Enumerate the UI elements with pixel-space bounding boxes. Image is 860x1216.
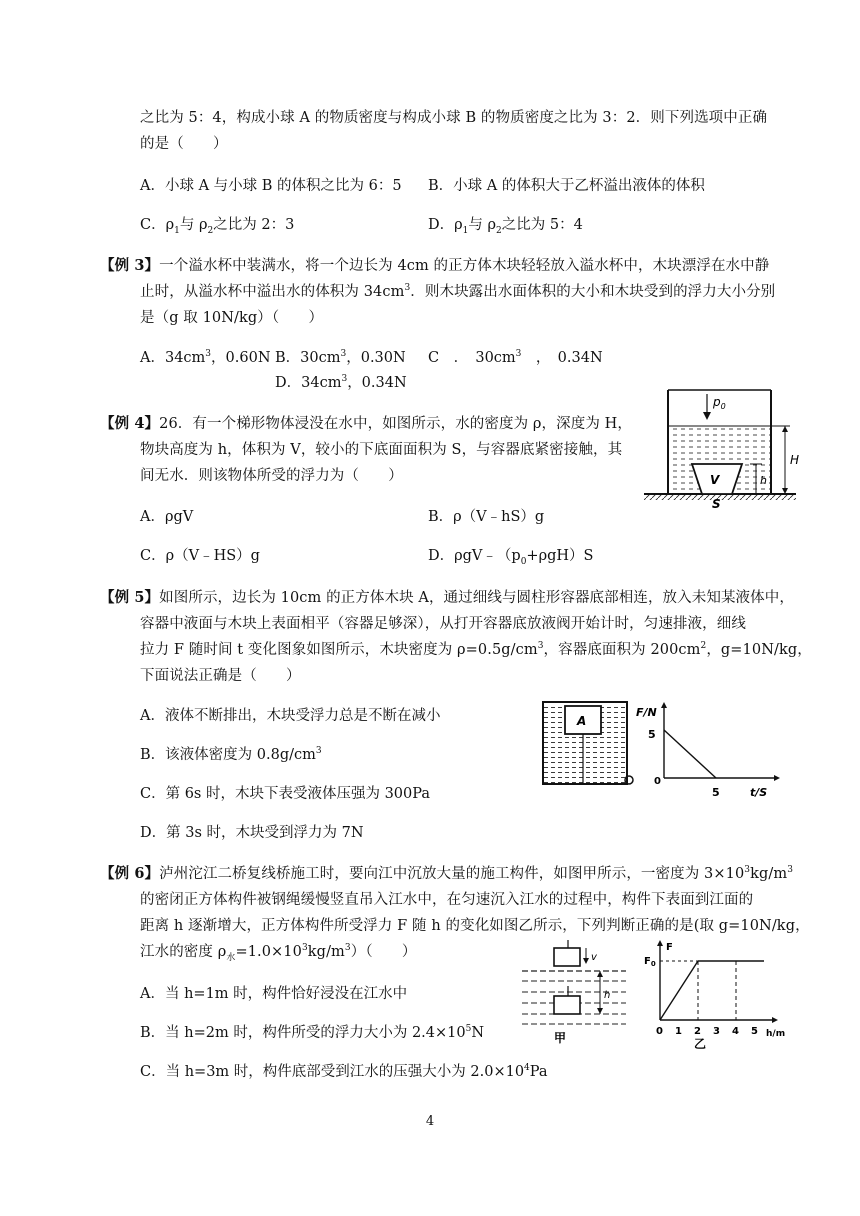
ex3-option-b: B．$30cm^3$，0.30N	[275, 349, 406, 366]
ex6-chart-tick-4: 4	[732, 1026, 739, 1037]
ex4-option-d: D．$\rho gV﹣(p_0+\rho gH)S$	[428, 548, 594, 567]
page-number: 4	[425, 1114, 435, 1129]
ex4-figure-H-label: H	[790, 453, 800, 467]
ex6-label: 【例 6】	[100, 865, 160, 882]
ex6-figure-jia	[522, 938, 642, 1048]
ex2-text-line2: 的是（ ）	[140, 136, 228, 152]
ex5-chart-ylabel: F/N	[636, 706, 657, 719]
ex3-text-line3: 是（g 取 10N/kg）（ ）	[140, 310, 324, 326]
ex6-chart-f0-label: $F_0$	[644, 956, 656, 968]
ex6-option-c: C．当 h=3m 时，构件底部受到江水的压强大小为 $2.0\times 10^4Pa$	[140, 1063, 548, 1080]
ex5-option-d: D．第 3s 时，木块受到浮力为 7N	[140, 825, 364, 841]
ex4-figure-h-label: h	[760, 474, 767, 487]
ex4-option-a: A．ρgV	[140, 509, 194, 525]
ex5-label: 【例 5】	[100, 589, 160, 606]
ex6-chart-ylabel: F	[666, 942, 673, 953]
ex5-text-line2: 容器中液面与木块上表面相平（容器足够深），从打开容器底放液阀开始计时，匀速排液，细线	[140, 616, 746, 632]
ex6-chart-rise-line	[660, 961, 698, 1020]
ex6-text-line2: 的密闭正方体构件被钢绳缓慢竖直吊入江水中，在匀速沉入江水的过程中，构件下表面到江面的	[140, 892, 754, 908]
ex2-option-c: C．$\rho_1$与 $\rho_2$之比为 2：3	[140, 217, 295, 236]
ex5-text-line3: 拉力 F 随时间 t 变化图象如图所示，木块密度为 $\rho=0.5g/cm^3$，容器底面积为 $200cm^2$，g=10N/kg，	[140, 641, 812, 658]
ex5-figure-container	[537, 700, 637, 790]
ex4-label: 【例 4】	[100, 415, 160, 432]
ex6-figure-h-label: h	[604, 990, 611, 1001]
ex2-option-d: D．$\rho_1$与 $\rho_2$之比为 5：4	[428, 217, 583, 236]
ex5-chart-series-line	[664, 730, 716, 778]
ex5-chart-tick-x5: 5	[712, 786, 720, 799]
ex4-figure-v-label: V	[710, 473, 720, 487]
ex3-text-line1: 【例 3】一个溢水杯中装满水，将一个边长为 4cm 的正方体木块轻轻放入溢水杯中，木块漂浮在水中静	[100, 257, 770, 274]
ex4-figure-S-label: S	[712, 497, 721, 508]
ex5-option-a: A．液体不断排出，木块受浮力总是不断在减小	[140, 708, 441, 724]
ex5-text-line1: 【例 5】如图所示，边长为 10cm 的正方体木块 A，通过细线与圆柱形容器底部相连，放入未知某液体中，	[100, 589, 794, 606]
ex4-figure-trapezoid-container	[640, 384, 800, 508]
ex6-figure-v-label: v	[591, 952, 597, 963]
ex4-option-c: C．ρ（V﹣HS）g	[140, 548, 260, 564]
ex2-option-b: B．小球 A 的体积大于乙杯溢出液体的体积	[428, 178, 705, 194]
ex6-chart-yi-label: 乙	[694, 1037, 707, 1050]
ex3-option-a: A．$34cm^3$，0.60N	[140, 349, 271, 366]
ex5-option-b: B．该液体密度为 $0.8g/cm^3$	[140, 746, 322, 763]
ex5-figure-block-label: A	[577, 714, 587, 728]
ex3-option-c: C ． $30cm^3$ ， 0.34N	[428, 349, 603, 366]
ex2-option-a: A．小球 A 与小球 B 的体积之比为 6：5	[140, 178, 402, 194]
ex6-chart-tick-5: 5	[751, 1026, 758, 1037]
ex6-chart-xlabel: h/m	[766, 1029, 786, 1039]
ex3-option-d: D．$34cm^3$，0.34N	[275, 374, 407, 391]
ex6-chart-f-vs-h	[644, 938, 792, 1050]
ex4-text-line1: 【例 4】26．有一个梯形物体浸没在水中，如图所示，水的密度为 ρ，深度为 H，	[100, 415, 632, 432]
ex6-option-b: B．当 h=2m 时，构件所受的浮力大小为 $2.4\times 10^5N$	[140, 1024, 485, 1041]
ex6-chart-tick-3: 3	[713, 1026, 720, 1037]
ex6-text-line1: 【例 6】泸州沱江二桥复线桥施工时，要向江中沉放大量的施工构件，如图甲所示，一密度为 $3\times 10^3kg/m^3$	[100, 865, 794, 882]
ex5-chart-xlabel: t/S	[750, 786, 768, 799]
ex4-figure-p0-label: $p_0$	[713, 395, 726, 411]
ex4-text-line3: 间无水．则该物体所受的浮力为（ ）	[140, 468, 403, 484]
ex6-figure-jia-label: 甲	[554, 1031, 567, 1045]
ex5-chart-tick-y5: 5	[648, 728, 656, 741]
ex5-chart-origin: 0	[654, 776, 661, 787]
ex4-option-b: B．ρ（V﹣hS）g	[428, 509, 545, 525]
ex6-chart-tick-2: 2	[694, 1026, 701, 1037]
ex4-text-line2: 物块高度为 h，体积为 V，较小的下底面面积为 S，与容器底紧密接触，其	[140, 442, 623, 458]
ex3-label: 【例 3】	[100, 257, 160, 274]
ex6-chart-tick-1: 1	[675, 1026, 682, 1037]
ex2-text-line1: 之比为 5：4，构成小球 A 的物质密度与构成小球 B 的物质密度之比为 3：2．则下列选项中正确	[140, 110, 768, 126]
ex6-text-line3: 距离 h 逐渐增大，正方体构件所受浮力 F 随 h 的变化如图乙所示，下列判断正确的是(取 g=10N/kg，	[140, 918, 810, 934]
ex6-chart-tick-0: 0	[656, 1026, 663, 1037]
ex6-text-line4: 江水的密度 $\rho_水=1.0\times 10^3kg/m^3$）（ ）	[140, 943, 417, 963]
ex5-chart-f-vs-t	[632, 700, 782, 800]
ex6-option-a: A．当 h=1m 时，构件恰好浸没在江水中	[140, 986, 408, 1002]
ex5-option-c: C．第 6s 时，木块下表受液体压强为 300Pa	[140, 786, 431, 802]
ex3-text-line2: 止时，从溢水杯中溢出水的体积为 $34cm^3$．则木块露出水面体积的大小和木块受到的浮力大小分别	[140, 283, 776, 300]
ex5-text-line4: 下面说法正确是（ ）	[140, 668, 301, 684]
ex6-chart-x-ticks	[656, 1026, 758, 1037]
